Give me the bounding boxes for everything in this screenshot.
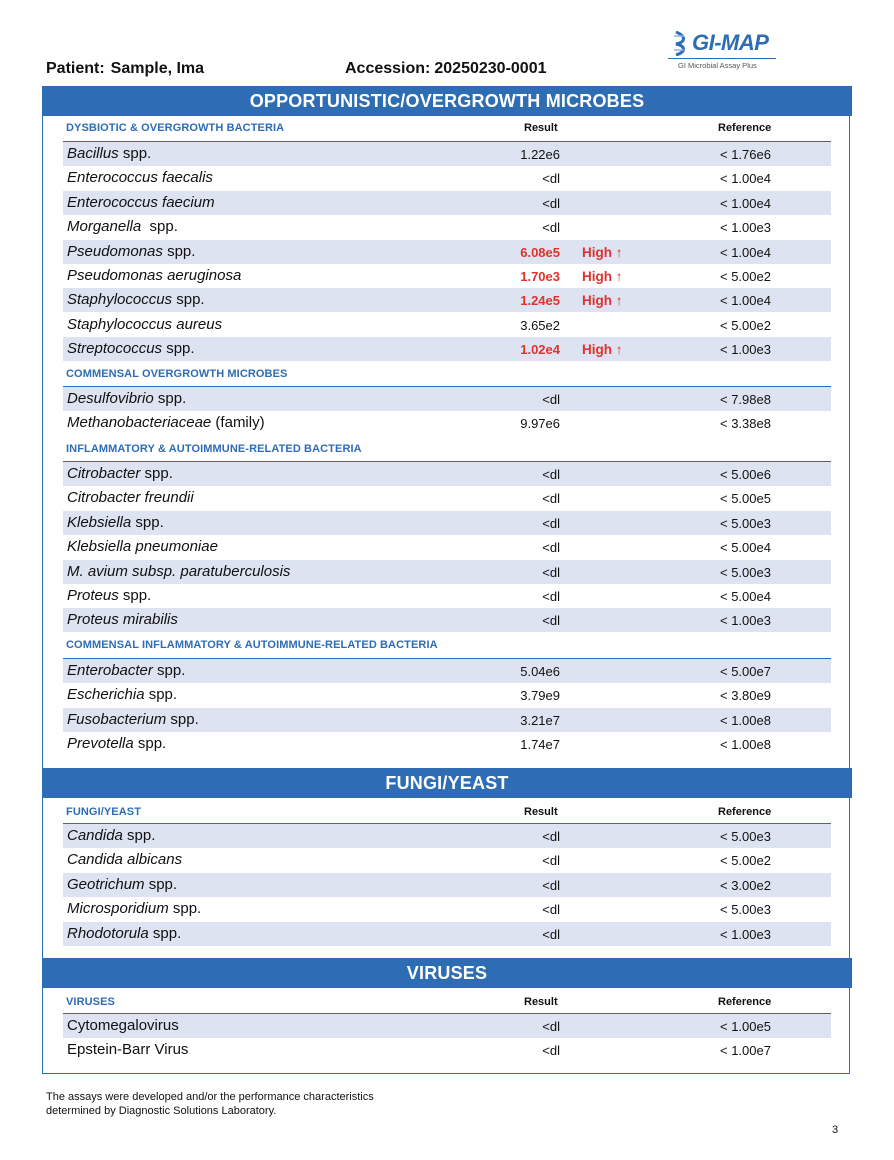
organism-name-suffix: spp. (152, 662, 186, 679)
table-row (63, 659, 831, 683)
category-title: COMMENSAL INFLAMMATORY & AUTOIMMUNE-RELATED BACTERIA (66, 639, 438, 651)
table-row (63, 922, 831, 946)
organism-name-italic: Citrobacter freundii (67, 489, 194, 507)
result-value: <dl (542, 877, 560, 893)
reference-value: < 1.00e3 (720, 926, 771, 942)
reference-value: < 1.00e4 (720, 293, 771, 309)
result-value: 3.79e9 (520, 688, 560, 704)
result-value: <dl (542, 540, 560, 556)
logo-divider (668, 58, 776, 59)
organism-name-suffix: spp. (118, 587, 152, 604)
organism-name (67, 340, 195, 357)
organism-name-italic: Streptococcus (67, 340, 163, 358)
helix-icon (670, 30, 692, 56)
organism-name-italic: M. avium subsp. paratuberculosis (67, 562, 291, 580)
footer-line-2: determined by Diagnostic Solutions Laboratory. (46, 1105, 277, 1117)
accession-label: Accession: (345, 60, 431, 77)
category-title: COMMENSAL OVERGROWTH MICROBES (66, 368, 288, 380)
reference-value: < 5.00e5 (720, 491, 771, 507)
result-column-header: Result (524, 122, 558, 134)
high-flag: High ↑ (582, 244, 623, 260)
organism-name-italic: Staphylococcus aureus (67, 315, 223, 333)
organism-name-suffix: Cytomegalovirus (67, 1017, 179, 1034)
organism-name (67, 735, 166, 752)
organism-name (67, 711, 199, 728)
table-row (63, 732, 831, 756)
table-row (63, 848, 831, 872)
section-band-viruses: VIRUSES (42, 958, 852, 988)
reference-value: < 5.00e3 (720, 564, 771, 580)
organism-name-suffix: spp. (118, 145, 152, 162)
table-row (63, 897, 831, 921)
category-title: DYSBIOTIC & OVERGROWTH BACTERIA (66, 122, 285, 134)
reference-column-header: Reference (718, 122, 772, 134)
organism-name (67, 686, 177, 703)
organism-name-italic: Enterococcus faecium (67, 193, 215, 211)
organism-name (67, 194, 215, 211)
organism-name-italic: Candida (67, 827, 123, 844)
reference-value: < 5.00e7 (720, 664, 771, 679)
organism-name-italic: Escherichia (67, 686, 145, 704)
accession-value: 20250230-0001 (434, 60, 547, 77)
organism-name-italic: Klebsiella pneumoniae (67, 538, 218, 556)
organism-name (67, 662, 185, 679)
organism-name-italic: Fusobacterium (67, 710, 167, 728)
reference-value: < 5.00e4 (720, 540, 771, 556)
organism-name-suffix: spp. (162, 340, 195, 358)
organism-name-suffix: spp. (172, 291, 205, 309)
organism-name-italic: Enterococcus faecalis (67, 169, 213, 187)
organism-name (67, 538, 218, 555)
organism-name-suffix: spp. (144, 875, 178, 893)
table-row (63, 191, 831, 215)
reference-column-header: Reference (718, 996, 772, 1008)
logo-text: GI-MAP (692, 30, 769, 55)
accession-info (345, 60, 546, 78)
organism-name-suffix: (family) (211, 414, 265, 432)
result-value: <dl (542, 220, 560, 236)
reference-value: < 1.00e4 (720, 171, 771, 187)
organism-name (67, 876, 177, 893)
table-row (63, 608, 831, 632)
organism-name-suffix: spp. (153, 390, 187, 407)
organism-name-suffix: spp. (122, 827, 156, 844)
organism-name-suffix: spp. (141, 218, 178, 236)
result-value: 1.22e6 (520, 147, 560, 162)
reference-value: < 1.00e7 (720, 1043, 771, 1059)
table-row (63, 215, 831, 239)
reference-value: < 5.00e4 (720, 589, 771, 604)
table-row (63, 462, 831, 486)
organism-name (67, 514, 164, 531)
high-flag: High ↑ (582, 342, 623, 358)
organism-name (67, 169, 213, 186)
organism-name-suffix: spp. (148, 924, 182, 942)
reference-value: < 3.80e9 (720, 688, 771, 704)
organism-name-italic: Klebsiella (67, 513, 132, 531)
organism-name (67, 1017, 179, 1034)
table-row (63, 411, 831, 435)
organism-name-suffix: spp. (140, 465, 173, 482)
result-value: 6.08e5 (520, 244, 560, 260)
table-row (63, 535, 831, 559)
result-value: <dl (542, 926, 560, 942)
table-row (63, 873, 831, 897)
result-value: 5.04e6 (520, 664, 560, 679)
patient-info (46, 60, 204, 78)
organism-name (67, 489, 194, 506)
organism-name-italic: Prevotella (67, 735, 134, 753)
section-band-fungi: FUNGI/YEAST (42, 768, 852, 798)
organism-name-italic: Morganella (67, 218, 142, 236)
organism-name (67, 900, 201, 917)
organism-name-italic: Pseudomonas (67, 242, 163, 260)
table-row (63, 683, 831, 707)
reference-value: < 5.00e3 (720, 515, 771, 531)
organism-name (67, 563, 290, 580)
organism-name (67, 827, 155, 844)
organism-name-italic: Methanobacteriaceae (67, 414, 212, 432)
organism-name-italic: Bacillus (67, 145, 119, 162)
reference-value: < 1.00e3 (720, 342, 771, 358)
organism-name-suffix: spp. (133, 735, 167, 753)
organism-name-suffix: Epstein-Barr Virus (67, 1041, 189, 1059)
result-value: 1.24e5 (520, 293, 560, 309)
result-value: <dl (542, 589, 560, 604)
organism-name (67, 414, 265, 431)
organism-name-suffix: spp. (162, 242, 196, 260)
table-row (63, 486, 831, 510)
table-row (63, 584, 831, 608)
high-flag: High ↑ (582, 293, 623, 309)
result-value: <dl (542, 515, 560, 531)
table-row (63, 1038, 831, 1062)
result-value: 3.65e2 (520, 317, 560, 333)
reference-value: < 5.00e2 (720, 269, 771, 284)
result-column-header: Result (524, 806, 558, 818)
organism-name (67, 925, 181, 942)
table-row (63, 142, 831, 166)
organism-name (67, 218, 178, 235)
organism-name (67, 390, 186, 407)
result-value: <dl (542, 829, 560, 844)
result-value: <dl (542, 171, 560, 187)
organism-name-italic: Proteus (67, 587, 119, 604)
table-row (63, 708, 831, 732)
organism-name-italic: Geotrichum (67, 875, 145, 893)
organism-name (67, 851, 182, 868)
organism-name (67, 316, 222, 333)
section-band-opportunistic: OPPORTUNISTIC/OVERGROWTH MICROBES (42, 86, 852, 116)
result-value: 1.02e4 (520, 342, 560, 358)
organism-name-italic: Staphylococcus (67, 291, 173, 309)
reference-value: < 5.00e3 (720, 902, 771, 918)
organism-name (67, 465, 173, 482)
table-row (63, 824, 831, 848)
result-value: <dl (542, 195, 560, 211)
reference-value: < 7.98e8 (720, 392, 771, 407)
result-value: <dl (542, 392, 560, 407)
patient-name: Sample, Ima (110, 60, 205, 77)
organism-name-italic: Pseudomonas aeruginosa (67, 267, 242, 284)
reference-value: < 1.00e4 (720, 195, 771, 211)
result-value: <dl (542, 491, 560, 507)
organism-name (67, 267, 241, 284)
reference-value: < 1.00e3 (720, 613, 771, 629)
reference-value: < 5.00e3 (720, 829, 771, 844)
patient-label: Patient: (46, 60, 105, 77)
result-column-header: Result (524, 996, 558, 1008)
organism-name-italic: Rhodotorula (67, 924, 149, 942)
table-row (63, 264, 831, 288)
reference-value: < 5.00e2 (720, 853, 771, 869)
result-value: 1.70e3 (520, 269, 560, 284)
table-row (63, 166, 831, 190)
organism-name-italic: Microsporidium (67, 900, 169, 918)
result-value: 1.74e7 (520, 737, 560, 753)
table-row (63, 288, 831, 312)
organism-name (67, 611, 178, 628)
reference-value: < 5.00e6 (720, 467, 771, 482)
organism-name-italic: Candida albicans (67, 851, 183, 869)
table-row (63, 337, 831, 361)
result-value: <dl (542, 613, 560, 629)
organism-name-suffix: spp. (166, 710, 199, 728)
table-row (63, 560, 831, 584)
organism-name-suffix: spp. (144, 686, 178, 704)
result-value: <dl (542, 853, 560, 869)
reference-column-header: Reference (718, 806, 772, 818)
organism-name-italic: Desulfovibrio (67, 390, 154, 407)
organism-name-italic: Enterobacter (67, 662, 153, 679)
organism-name (67, 1041, 188, 1058)
organism-name-suffix: spp. (131, 513, 164, 531)
high-flag: High ↑ (582, 269, 623, 284)
reference-value: < 1.00e8 (720, 737, 771, 753)
category-title: INFLAMMATORY & AUTOIMMUNE-RELATED BACTERIA (66, 443, 362, 455)
organism-name (67, 587, 151, 604)
organism-name-italic: Proteus mirabilis (67, 611, 178, 629)
reference-value: < 1.76e6 (720, 147, 771, 162)
organism-name (67, 145, 151, 162)
reference-value: < 5.00e2 (720, 317, 771, 333)
table-row (63, 1014, 831, 1038)
result-value: 9.97e6 (520, 416, 560, 432)
category-title: VIRUSES (66, 996, 115, 1008)
table-row (63, 511, 831, 535)
report-header (0, 0, 894, 86)
footer-note (46, 1090, 374, 1118)
result-value: <dl (542, 1043, 560, 1059)
result-value: <dl (542, 902, 560, 918)
result-value: <dl (542, 564, 560, 580)
gi-map-logo (666, 28, 786, 72)
organism-name (67, 243, 195, 260)
organism-name-suffix: spp. (168, 900, 202, 918)
organism-name (67, 291, 205, 308)
table-row (63, 387, 831, 411)
organism-name-italic: Citrobacter (67, 465, 141, 482)
table-row (63, 313, 831, 337)
page-number: 3 (832, 1124, 839, 1136)
reference-value: < 1.00e8 (720, 712, 771, 728)
footer-line-1: The assays were developed and/or the performance characteristics (46, 1091, 374, 1103)
reference-value: < 1.00e4 (720, 244, 771, 260)
reference-value: < 1.00e5 (720, 1019, 771, 1034)
logo-subtitle: GI Microbial Assay Plus (678, 61, 757, 70)
reference-value: < 1.00e3 (720, 220, 771, 236)
table-row (63, 240, 831, 264)
reference-value: < 3.38e8 (720, 416, 771, 432)
category-title: FUNGI/YEAST (66, 806, 142, 818)
result-value: 3.21e7 (520, 712, 560, 728)
result-value: <dl (542, 1019, 560, 1034)
reference-value: < 3.00e2 (720, 877, 771, 893)
result-value: <dl (542, 467, 560, 482)
